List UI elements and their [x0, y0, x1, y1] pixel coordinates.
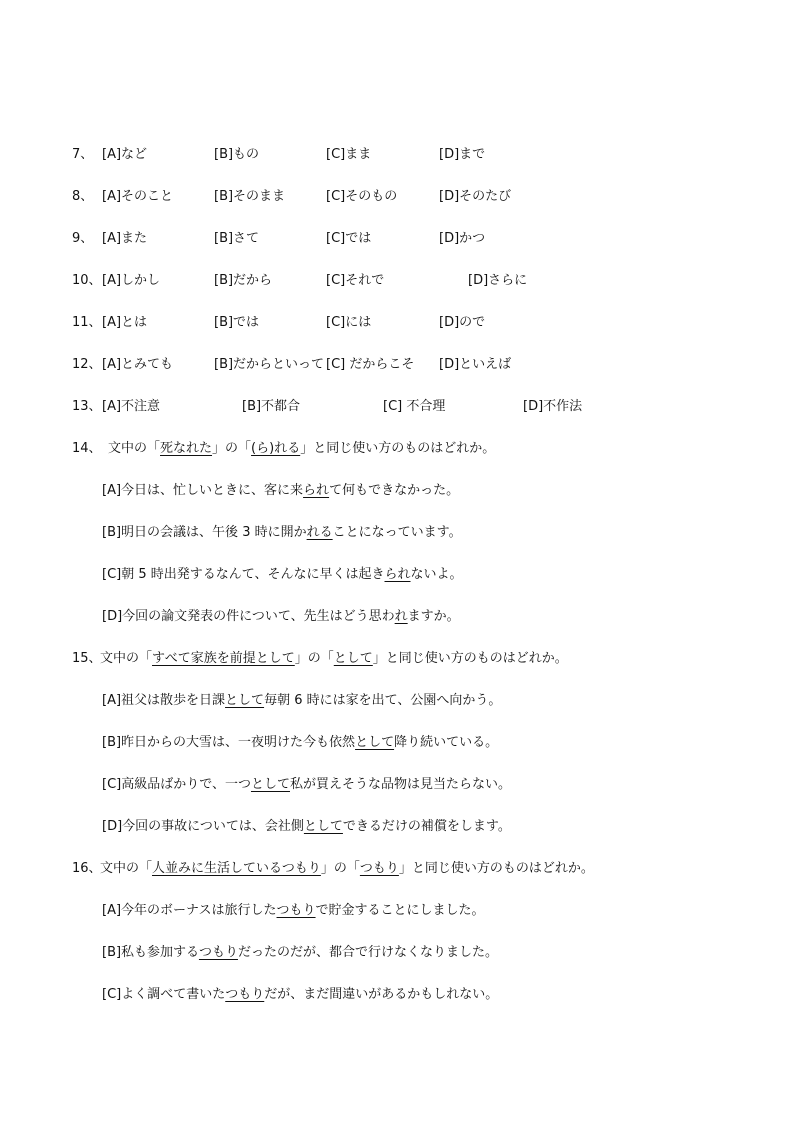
question-stem — [72, 650, 568, 668]
underlined-phrase: すべて家族を前提として — [152, 651, 295, 666]
underlined-phrase: 人並みに生活しているつもり — [152, 861, 321, 876]
option-d: [D]まで — [439, 147, 486, 162]
option-c: [C]それで — [326, 273, 385, 288]
question-number: 13、 — [72, 399, 102, 414]
option-d: [D]かつ — [439, 231, 486, 246]
question-number: 9、 — [72, 231, 94, 246]
option-text: [C]朝 5 時出発するなんて、そんなに早くは起き — [102, 567, 385, 582]
option-text: [C]よく調べて書いた — [102, 987, 226, 1002]
question-number: 11、 — [72, 315, 102, 330]
option-c: [C] 不合理 — [383, 399, 446, 414]
option-c — [102, 776, 511, 794]
question-stem — [72, 860, 594, 878]
underlined-phrase: として — [303, 819, 343, 834]
underlined-phrase: として — [333, 651, 373, 666]
option-text: て何もできなかった。 — [329, 483, 460, 498]
underlined-phrase: として — [250, 777, 290, 792]
option-c — [102, 986, 498, 1004]
option-a — [102, 482, 459, 500]
stem-text: 」の「 — [320, 861, 360, 876]
option-b: [B]だからといって — [214, 357, 325, 372]
option-text: [B]明日の会議は、午後 3 時に開か — [102, 525, 307, 540]
underlined-phrase: れ — [394, 609, 408, 624]
option-d: [D]ので — [439, 315, 486, 330]
option-a — [102, 692, 501, 710]
underlined-phrase: つもり — [225, 987, 265, 1002]
option-d: [D]さらに — [468, 273, 528, 288]
question-number: 7、 — [72, 147, 94, 162]
option-text: [C]高級品ばかりで、一つ — [102, 777, 251, 792]
option-text: [B]私も参加する — [102, 945, 199, 960]
question-number: 12、 — [72, 357, 102, 372]
option-text: 私が買えそうな品物は見当たらない。 — [289, 777, 511, 792]
stem-text: 」と同じ使い方のものはどれか。 — [398, 861, 594, 876]
stem-text: 文中の「 — [100, 861, 153, 876]
stem-text: 」の「 — [212, 441, 252, 456]
underlined-phrase: られ — [384, 567, 411, 582]
option-c: [C]には — [326, 315, 372, 330]
option-b — [102, 944, 498, 962]
underlined-phrase: つもり — [198, 945, 238, 960]
option-b — [102, 524, 462, 542]
option-a: [A]など — [102, 147, 148, 162]
underlined-phrase: つもり — [276, 903, 316, 918]
question-stem — [72, 440, 495, 458]
option-text: ないよ。 — [410, 567, 463, 582]
underlined-phrase: られ — [303, 483, 330, 498]
option-d: [D]不作法 — [523, 399, 583, 414]
option-d: [D]そのたび — [439, 189, 512, 204]
option-text: [A]今日は、忙しいときに、客に来 — [102, 483, 304, 498]
option-text: だが、まだ間違いがあるかもしれない。 — [264, 987, 499, 1002]
question-number: 16、 — [72, 861, 102, 876]
option-text: ますか。 — [407, 609, 460, 624]
stem-text: 文中の「 — [108, 441, 161, 456]
option-b: [B]さて — [214, 231, 260, 246]
question-number: 10、 — [72, 273, 102, 288]
option-b: [B]そのまま — [214, 189, 286, 204]
option-b: [B]もの — [214, 147, 260, 162]
option-c: [C] だからこそ — [326, 357, 415, 372]
option-c: [C]では — [326, 231, 372, 246]
option-text: ことになっています。 — [332, 525, 462, 540]
option-c — [102, 566, 463, 584]
option-c: [C]そのもの — [326, 189, 398, 204]
stem-text: 」と同じ使い方のものはどれか。 — [300, 441, 496, 456]
option-a: [A]そのこと — [102, 189, 174, 204]
option-b: [B]だから — [214, 273, 273, 288]
option-text: できるだけの補償をします。 — [342, 819, 511, 834]
underlined-phrase: 死なれた — [160, 441, 213, 456]
question-number: 8、 — [72, 189, 94, 204]
option-text: [A]祖父は散歩を日課 — [102, 693, 226, 708]
option-text: [A]今年のボーナスは旅行した — [102, 903, 277, 918]
underlined-phrase: (ら)れる — [251, 441, 301, 456]
option-a: [A]しかし — [102, 273, 161, 288]
stem-text: 文中の「 — [100, 651, 153, 666]
underlined-phrase: として — [355, 735, 395, 750]
option-b: [B]では — [214, 315, 260, 330]
option-text: 毎朝 6 時には家を出て、公園へ向かう。 — [264, 693, 502, 708]
option-c: [C]まま — [326, 147, 372, 162]
option-d — [102, 608, 460, 626]
option-a: [A]また — [102, 231, 148, 246]
underlined-phrase: つもり — [359, 861, 399, 876]
underlined-phrase: れる — [306, 525, 333, 540]
underlined-phrase: として — [225, 693, 265, 708]
option-d: [D]といえば — [439, 357, 512, 372]
option-a: [A]とは — [102, 315, 148, 330]
stem-text: 」の「 — [294, 651, 334, 666]
option-text: だったのだが、都合で行けなくなりました。 — [237, 945, 498, 960]
option-a: [A]とみても — [102, 357, 174, 372]
question-number: 15、 — [72, 651, 102, 666]
stem-text: 」と同じ使い方のものはどれか。 — [372, 651, 568, 666]
option-b — [102, 734, 498, 752]
option-text: [D]今回の論文発表の件について、先生はどう思わ — [102, 609, 395, 624]
option-text: [B]昨日からの大雪は、一夜明けた今も依然 — [102, 735, 356, 750]
option-d — [102, 818, 511, 836]
option-a: [A]不注意 — [102, 399, 161, 414]
option-text: で貯金することにしました。 — [315, 903, 485, 918]
option-text: [D]今回の事故については、会社側 — [102, 819, 304, 834]
option-text: 降り続いている。 — [394, 735, 499, 750]
option-b: [B]不都合 — [242, 399, 301, 414]
question-number: 14、 — [72, 441, 102, 456]
option-a — [102, 902, 485, 920]
